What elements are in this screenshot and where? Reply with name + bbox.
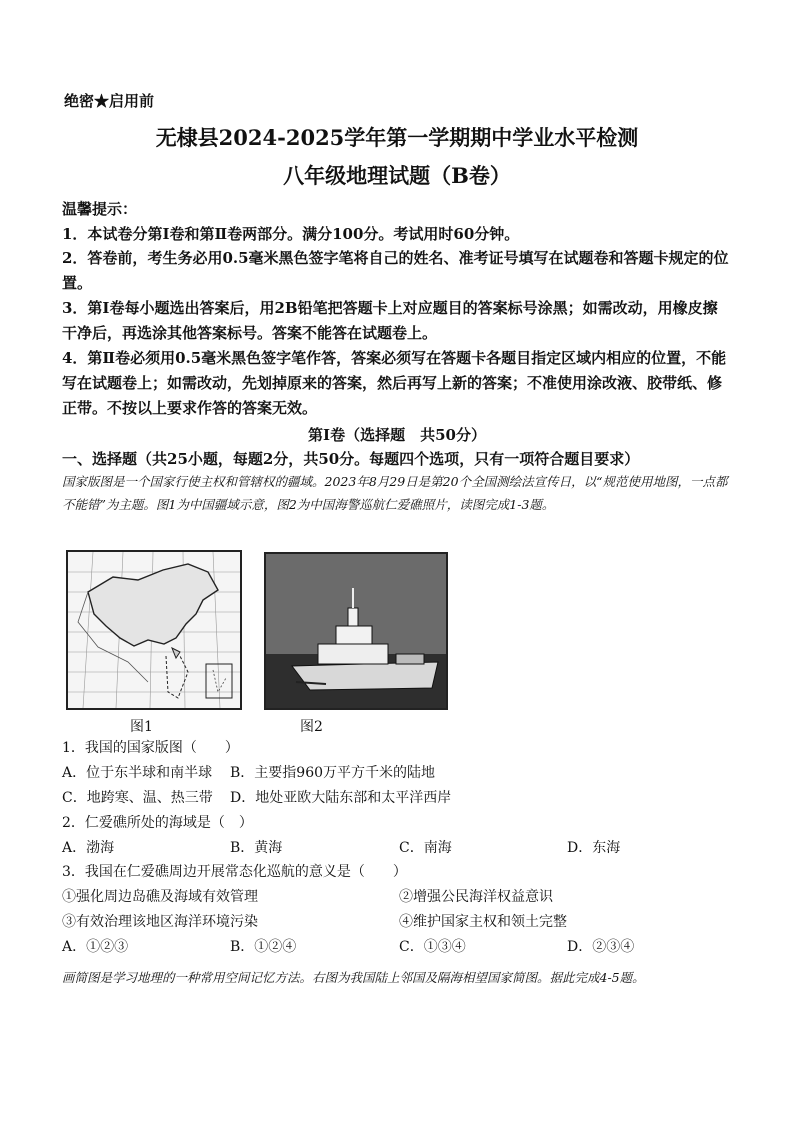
exam-title: 无棣县2024-2025学年第一学期期中学业水平检测 [155,125,639,150]
map-illustration [68,552,240,708]
q2-option-d: D．东海 [567,840,621,856]
q3-statement-2: ②增强公民海洋权益意识 [399,889,553,905]
q1-option-a: A．位于东半球和南半球 [62,765,213,781]
q3-statement-4: ④维护国家主权和领土完整 [399,914,567,930]
q3-statement-3: ③有效治理该地区海洋环境污染 [62,914,258,930]
part1-title: 第Ⅰ卷（选择题 共50分） [308,426,486,444]
china-territory-map [66,550,242,710]
figure1-caption: 图1 [130,719,153,735]
exam-subtitle: 八年级地理试题（B卷） [283,163,511,188]
instruction-4: 4．第Ⅱ卷必须用0.5毫米黑色签字笔作答，答案必须写在答题卡各题目指定区域内相应的位置，不能写在试题卷上；如需改动，先划掉原来的答案，然后再写上新的答案；不准使用涂改液、胶带纸、修正带。不按以上要求作答的答案无效。 [62,349,727,417]
material-intro-4-5: 画简图是学习地理的一种常用空间记忆方法。右图为我国陆上邻国及隔海相望国家简图。据此完成4-5题。 [62,970,645,985]
coast-guard-ship-photo [264,552,448,710]
q3-option-a: A．①②③ [62,939,129,955]
q3-option-d: D．②③④ [567,939,635,955]
question-2-stem: 2．仁爱礁所处的海域是（ ） [62,815,253,831]
section1-heading: 一、选择题（共25小题，每题2分，共50分。每题四个选项，只有一项符合题目要求） [62,450,640,468]
instruction-2: 2．答卷前，考生务必用0.5毫米黑色签字笔将自己的姓名、准考证号填写在试题卷和答题卡规定的位置。 [62,249,729,292]
confidential-mark: 绝密★启用前 [64,92,155,110]
instruction-1: 1．本试卷分第Ⅰ卷和第Ⅱ卷两部分。满分100分。考试用时60分钟。 [62,225,520,243]
q1-option-c: C．地跨寒、温、热三带 [62,790,213,806]
q3-option-b: B．①②④ [230,939,297,955]
instruction-3: 3．第Ⅰ卷每小题选出答案后，用2B铅笔把答题卡上对应题目的答案标号涂黑；如需改动，用橡皮擦干净后，再选涂其他答案标号。答案不能答在试题卷上。 [62,299,718,342]
q2-option-b: B．黄海 [230,840,283,856]
question-1-stem: 1．我国的国家版图（ ） [62,740,239,756]
figure2-caption: 图2 [300,719,323,735]
q2-option-a: A．渤海 [62,840,115,856]
q1-option-b: B．主要指960万平方千米的陆地 [230,765,436,781]
question-3-stem: 3．我国在仁爱礁周边开展常态化巡航的意义是（ ） [62,864,407,880]
q2-option-c: C．南海 [399,840,452,856]
notice-label: 温馨提示： [62,200,138,218]
ship-illustration [266,554,446,708]
q3-option-c: C．①③④ [399,939,466,955]
material-intro: 国家版图是一个国家行使主权和管辖权的疆域。2023年8月29日是第20个全国测绘法宣传日，以“规范使用地图，一点都不能错”为主题。图1为中国疆域示意，图2为中国海警巡航仁爱礁照片，读图完成1-3题。 [62,474,728,512]
q1-option-d: D．地处亚欧大陆东部和太平洋西岸 [230,790,452,806]
q3-statement-1: ①强化周边岛礁及海域有效管理 [62,889,258,905]
